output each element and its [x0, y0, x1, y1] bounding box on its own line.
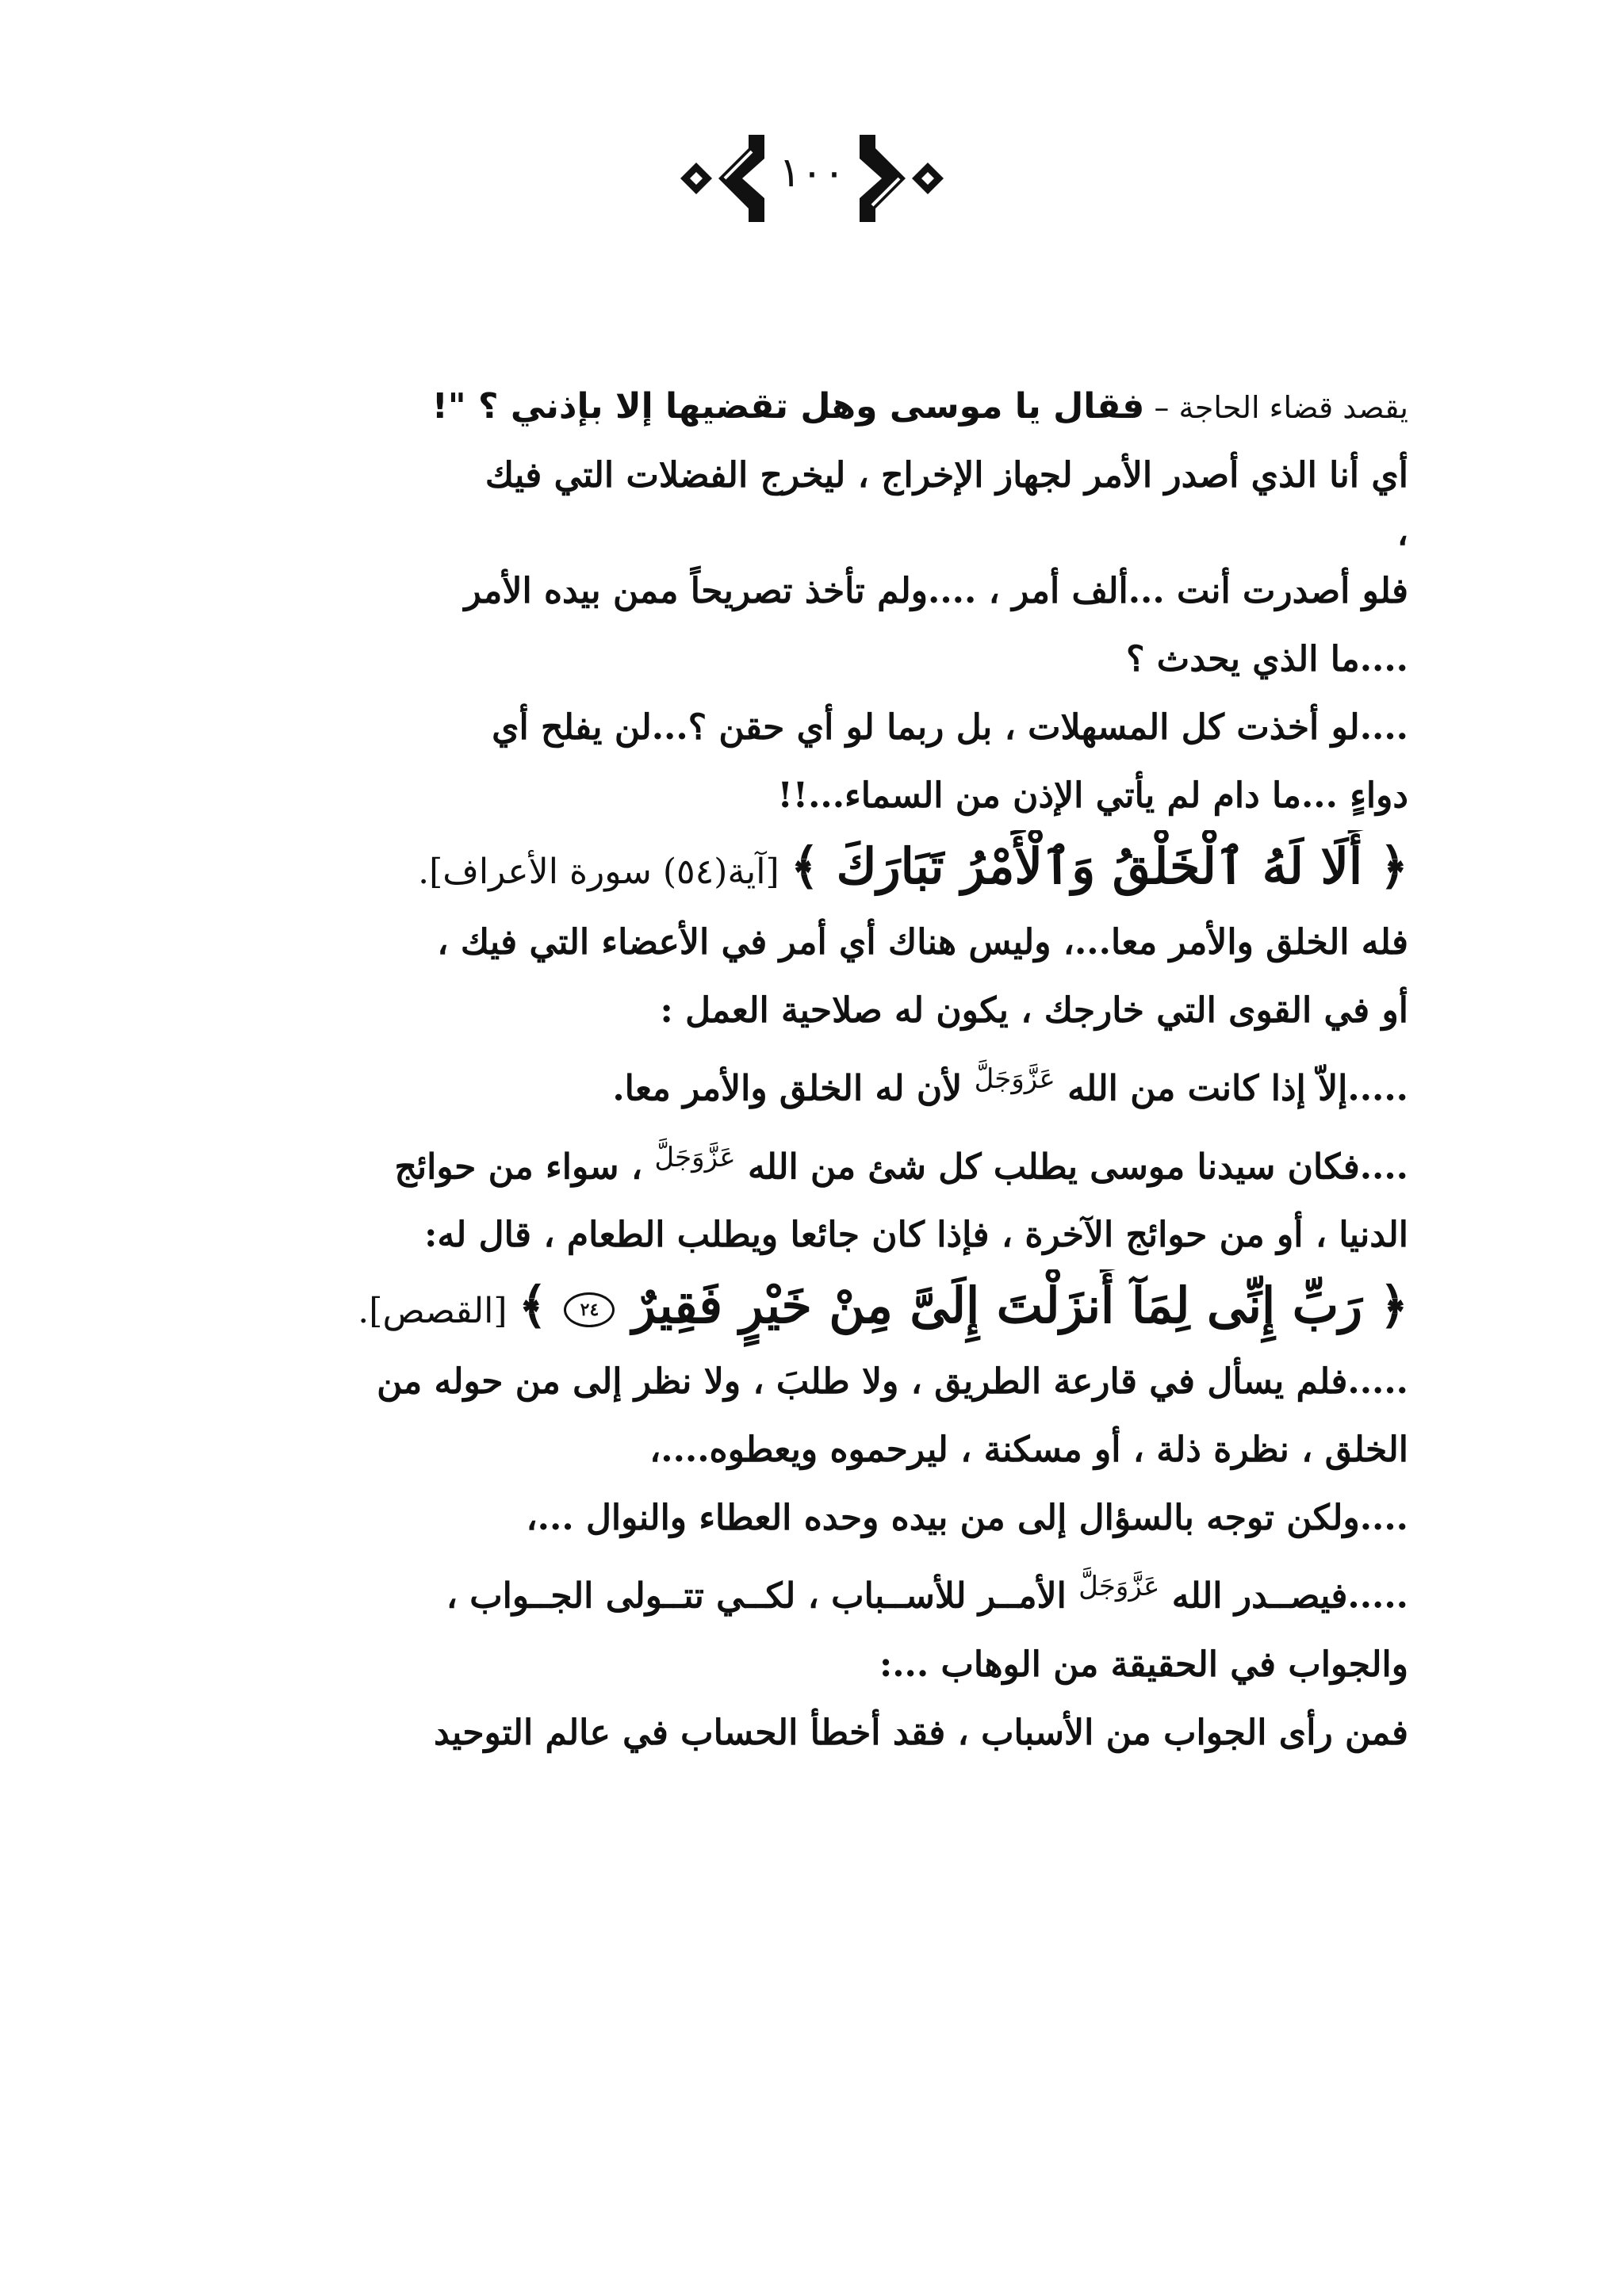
quran-verse-araf	[228, 830, 1408, 909]
line-9: فله الخلق والأمر معا...، وليس هناك أي أمر في الأعضاء التي فيك ،	[437, 922, 1408, 963]
line-11-a: .....إلاّ إذا كانت من الله	[1055, 1068, 1408, 1109]
line-6: ....لو أخذت كل المسهلات ، بل ربما لو أي حقن ؟...لن يفلح أي	[492, 707, 1408, 748]
line-4: فلو أصدرت أنت ...ألف أمر ، ....ولم تأخذ تصريحاً ممن بيده الأمر	[464, 571, 1408, 611]
page-number: ١٠٠	[779, 149, 845, 197]
line-18	[228, 1552, 1408, 1631]
line-13: الدنيا ، أو من حوائج الآخرة ، فإذا كان جائعا ويطلب الطعام ، قال له:	[424, 1215, 1408, 1256]
line-3: ،	[1396, 513, 1408, 553]
line-19: والجواب في الحقيقة من الوهاب ...:	[879, 1644, 1408, 1685]
line-15: .....فلم يسأل في قارعة الطريق ، ولا طلبَ ، ولا نظر إلى من حوله من	[377, 1361, 1408, 1403]
line-11-b: لأن له الخلق والأمر معا.	[612, 1068, 975, 1109]
line-11	[228, 1045, 1408, 1124]
line-12	[228, 1124, 1408, 1202]
line-17: ....ولكن توجه بالسؤال إلى من بيده وحده العطاء والنوال ...،	[526, 1498, 1408, 1539]
glorification-mark: عَزَّوَجَلَّ	[654, 1141, 736, 1173]
line-16: الخلق ، نظرة ذلة ، أو مسكنة ، ليرحموه ويعطوه....،	[649, 1430, 1408, 1471]
line-1-main: فقال يا موسى وهل تقضيها إلا بإذني ؟ "!	[431, 386, 1145, 427]
verse-close: ﴾	[518, 1277, 565, 1335]
line-2: أي أنا الذي أصدر الأمر لجهاز الإخراج ، ليخرج الفضلات التي فيك	[485, 455, 1408, 496]
line-7: دواءٍ ...ما دام لم يأتي الإذن من السماء...!!	[777, 775, 1408, 816]
verse-text: ﴿ رَبِّ إِنِّى لِمَآ أَنزَلْتَ إِلَىَّ مِنْ خَيْرٍ فَقِيرٌ	[632, 1277, 1408, 1335]
page-body	[228, 373, 1408, 1767]
line-18-a: .....فيصــدر الله	[1159, 1575, 1408, 1617]
line-5: ....ما الذي يحدث ؟	[1126, 639, 1408, 679]
line-1-prefix: يقصد قضاء الحاجة –	[1144, 390, 1408, 425]
line-10: أو في القوى التي خارجك ، يكون له صلاحية العمل :	[660, 990, 1408, 1031]
glorification-mark: عَزَّوَجَلَّ	[1078, 1571, 1160, 1603]
line-18-b: الأمــر للأســباب ، لكــي تتــولى الجــواب ،	[446, 1575, 1079, 1617]
line-20: فمن رأى الجواب من الأسباب ، فقد أخطأ الحساب في عالم التوحيد	[433, 1712, 1408, 1753]
line-12-a: ....فكان سيدنا موسى يطلب كل شئ من الله	[735, 1146, 1408, 1188]
verse-text: ﴿ أَلَا لَهُ ٱلْخَلْقُ وَٱلْأَمْرُ تَبَارَكَ ﴾	[790, 837, 1408, 895]
glorification-mark: عَزَّوَجَلَّ	[974, 1063, 1055, 1095]
quran-verse-qasas	[228, 1269, 1408, 1348]
ayah-number-badge: ٢٤	[564, 1292, 615, 1327]
line-1	[228, 373, 1408, 442]
line-12-b: ، سواء من حوائج	[394, 1146, 655, 1188]
verse-reference: [آية(٥٤) سورة الأعراف].	[418, 852, 791, 892]
verse-reference: [القصص].	[358, 1291, 519, 1332]
